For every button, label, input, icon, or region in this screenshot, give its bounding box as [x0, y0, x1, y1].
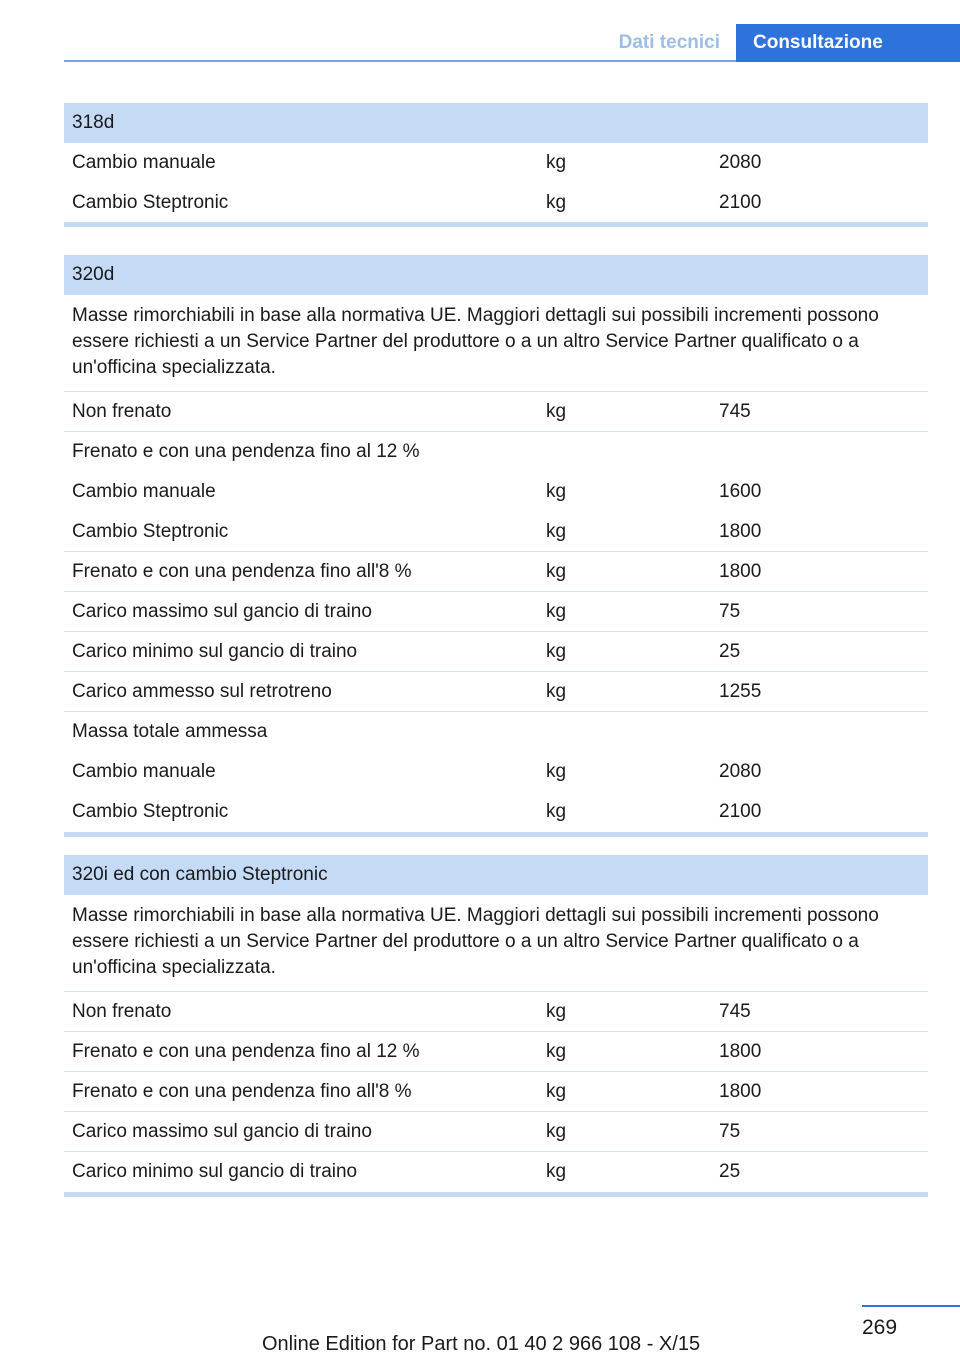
row-label: Frenato e con una pendenza fino al 12 %: [72, 441, 420, 462]
row-label: Carico minimo sul gancio di traino: [72, 641, 358, 662]
row-unit: kg: [546, 1081, 567, 1102]
row-value: 1800: [719, 1081, 762, 1102]
row-value: 75: [719, 1121, 741, 1142]
row-label: Non frenato: [72, 401, 172, 422]
row-label: Cambio Steptronic: [72, 521, 229, 542]
row-value: 745: [719, 1001, 751, 1022]
row-label: Cambio Steptronic: [72, 801, 229, 822]
row-value: 25: [719, 1161, 741, 1182]
row-unit: kg: [546, 641, 567, 662]
row-unit: kg: [546, 1041, 567, 1062]
row-label: Frenato e con una pendenza fino all'8 %: [72, 1081, 412, 1102]
table-title: 320d: [64, 255, 928, 295]
table-row: [64, 792, 928, 832]
table-row: [64, 1152, 928, 1192]
edition-note: Online Edition for Part no. 01 40 2 966 108 - X/15: [262, 1333, 701, 1355]
row-unit: kg: [546, 561, 567, 582]
table-row: [64, 512, 928, 552]
table-row: [64, 712, 928, 752]
table-row: [64, 992, 928, 1032]
row-unit: kg: [546, 521, 567, 542]
row-unit: kg: [546, 801, 567, 822]
row-unit: kg: [546, 1121, 567, 1142]
row-unit: kg: [546, 401, 567, 422]
row-unit: kg: [546, 1161, 567, 1182]
row-value: 75: [719, 601, 741, 622]
row-unit: kg: [546, 152, 567, 173]
table-row: [64, 392, 928, 432]
row-unit: kg: [546, 1001, 567, 1022]
row-unit: kg: [546, 601, 567, 622]
row-label: Non frenato: [72, 1001, 172, 1022]
row-label: Cambio Steptronic: [72, 192, 229, 213]
table-row: [64, 592, 928, 632]
row-value: 2100: [719, 801, 762, 822]
row-unit: kg: [546, 761, 567, 782]
table-row: [64, 552, 928, 592]
row-value: 25: [719, 641, 741, 662]
row-label: Carico ammesso sul retrotreno: [72, 681, 332, 702]
table-row: [64, 472, 928, 512]
row-label: Carico massimo sul gancio di traino: [72, 601, 372, 622]
row-label: Frenato e con una pendenza fino al 12 %: [72, 1041, 420, 1062]
row-value: 1800: [719, 1041, 762, 1062]
row-label: Frenato e con una pendenza fino all'8 %: [72, 561, 412, 582]
row-unit: kg: [546, 681, 567, 702]
spec-table-320i-ed: [64, 855, 928, 1197]
row-label: Cambio manuale: [72, 152, 216, 173]
row-value: 2100: [719, 192, 762, 213]
table-note: Masse rimorchiabili in base alla normativa UE. Maggiori dettagli sui possibili incrementi possono essere richiesti a un Service Partner del produttore o a un altro Service Partner qualificato o a un'officina specializzata.: [64, 295, 928, 392]
table-bottom-bar: [64, 1192, 928, 1197]
row-value: 1800: [719, 561, 762, 582]
table-bottom-bar: [64, 832, 928, 837]
table-row: [64, 183, 928, 223]
table-title: 318d: [64, 103, 928, 143]
table-row: [64, 1072, 928, 1112]
chapter-tab: Consultazione: [736, 24, 960, 62]
row-label: Cambio manuale: [72, 481, 216, 502]
row-value: 1800: [719, 521, 762, 542]
row-value: 745: [719, 401, 751, 422]
page-number: 269: [862, 1316, 898, 1339]
table-row: [64, 752, 928, 792]
row-value: 1600: [719, 481, 762, 502]
row-unit: kg: [546, 192, 567, 213]
row-value: 2080: [719, 152, 762, 173]
row-label: Cambio manuale: [72, 761, 216, 782]
row-label: Massa totale ammessa: [72, 721, 268, 742]
row-label: Carico minimo sul gancio di traino: [72, 1161, 358, 1182]
row-value: 1255: [719, 681, 762, 702]
table-title: 320i ed con cambio Steptronic: [64, 855, 928, 895]
row-label: Carico massimo sul gancio di traino: [72, 1121, 372, 1142]
table-row: [64, 632, 928, 672]
table-row: [64, 672, 928, 712]
table-row: [64, 432, 928, 472]
page-number-rule: [862, 1305, 960, 1307]
row-value: 2080: [719, 761, 762, 782]
page-header: [64, 24, 960, 62]
spec-table-320d: [64, 255, 928, 837]
table-row: [64, 1112, 928, 1152]
row-unit: kg: [546, 481, 567, 502]
section-title: Dati tecnici: [618, 32, 720, 53]
spec-table-318d: [64, 103, 928, 227]
table-row: [64, 1032, 928, 1072]
table-row: [64, 143, 928, 183]
table-note: Masse rimorchiabili in base alla normativa UE. Maggiori dettagli sui possibili incrementi possono essere richiesti a un Service Partner del produttore o a un altro Service Partner qualificato o a un'officina specializzata.: [64, 895, 928, 992]
